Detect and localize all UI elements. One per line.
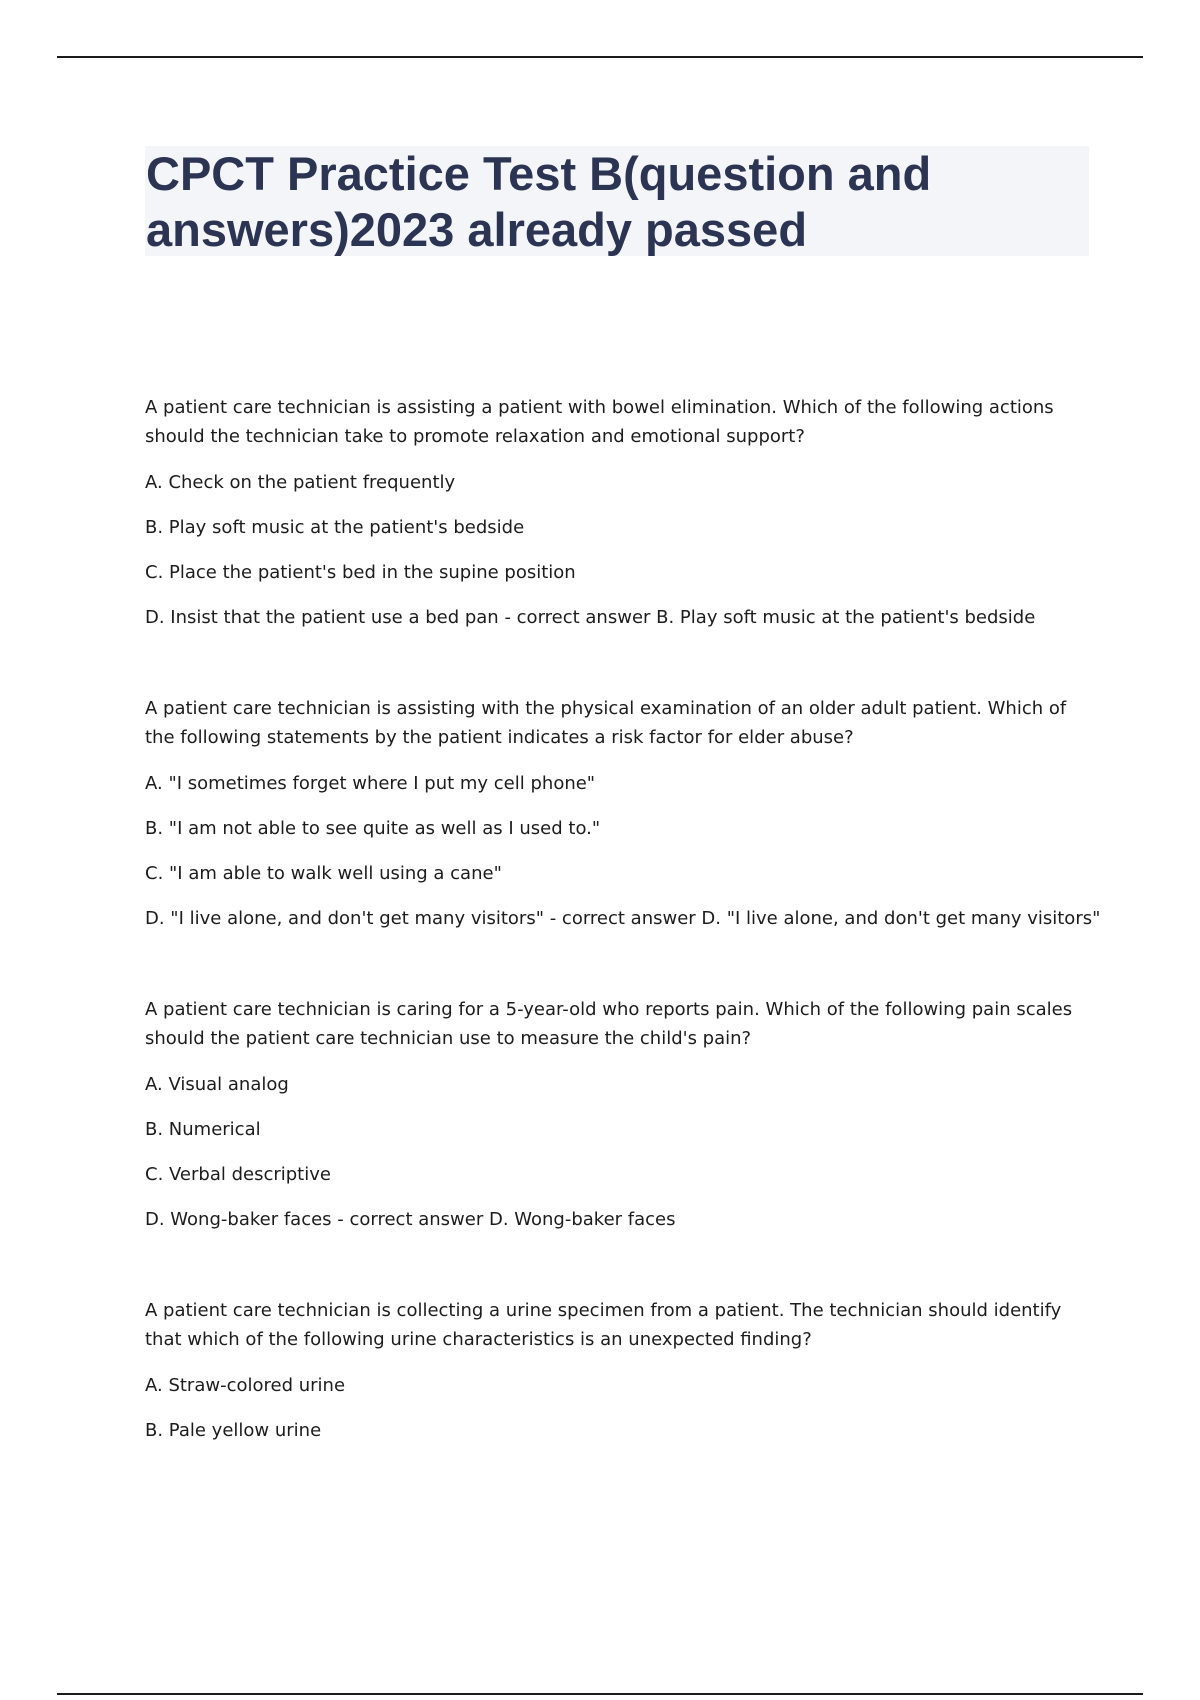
answer-option-c: C. Place the patient's bed in the supine position: [145, 562, 576, 583]
answer-option-d: D. Wong-baker faces - correct answer D. Wong-baker faces: [145, 1209, 676, 1230]
answer-option-b: B. Pale yellow urine: [145, 1420, 322, 1441]
answer-option-c: C. "I am able to walk well using a cane": [145, 863, 502, 884]
answer-option-b: B. Numerical: [145, 1119, 261, 1140]
answer-options: [145, 769, 1101, 949]
question-text: A patient care technician is assisting a patient with bowel elimination. Which of the following actions should the technician take to promote relaxation and emotional support?: [145, 397, 1054, 447]
answer-option-a: A. "I sometimes forget where I put my cell phone": [145, 773, 596, 794]
question-text: A patient care technician is collecting a urine specimen from a patient. The technician should identify that which of the following urine characteristics is an unexpected finding?: [145, 1300, 1062, 1350]
answer-options: [145, 468, 1090, 648]
question-text: A patient care technician is assisting with the physical examination of an older adult patient. Which of the following statements by the patient indicates a risk factor for elder abuse?: [145, 698, 1067, 748]
answer-option-a: A. Visual analog: [145, 1074, 289, 1095]
footer-rule: [57, 1693, 1143, 1695]
answer-option-d: D. Insist that the patient use a bed pan - correct answer B. Play soft music at the patient's bedside: [145, 607, 1036, 628]
document-title: CPCT Practice Test B(question and answers)2023 already passed: [146, 147, 932, 256]
question-block-4: [145, 1296, 1090, 1461]
answer-option-a: A. Straw-colored urine: [145, 1375, 346, 1396]
answer-option-d: D. "I live alone, and don't get many visitors" - correct answer D. "I live alone, and don't get many visitors": [145, 908, 1101, 929]
question-block-1: [145, 393, 1090, 648]
answer-option-b: B. "I am not able to see quite as well as I used to.": [145, 818, 601, 839]
answer-options: [145, 1371, 1090, 1461]
answer-options: [145, 1070, 1090, 1250]
header-rule: [57, 56, 1143, 58]
question-block-3: [145, 995, 1090, 1250]
answer-option-c: C. Verbal descriptive: [145, 1164, 331, 1185]
answer-option-b: B. Play soft music at the patient's bedside: [145, 517, 525, 538]
answer-option-a: A. Check on the patient frequently: [145, 472, 456, 493]
question-text: A patient care technician is caring for a 5-year-old who reports pain. Which of the following pain scales should the patient care technician use to measure the child's pain?: [145, 999, 1073, 1049]
question-block-2: [145, 694, 1101, 949]
